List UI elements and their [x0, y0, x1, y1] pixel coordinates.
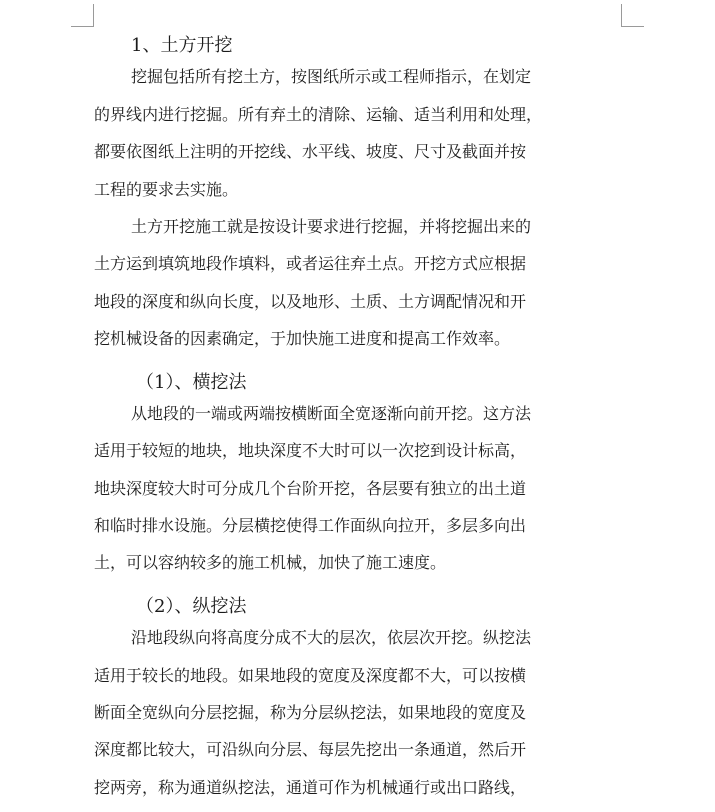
- paragraph-line: 挖机械设备的因素确定，于加快施工进度和提高工作效率。: [94, 329, 511, 349]
- paragraph-line: 断面全宽纵向分层挖掘，称为分层纵挖法，如果地段的宽度及: [94, 703, 527, 723]
- paragraph-line: 挖两旁，称为通道纵挖法，通道可作为机械通行或出口路线，: [94, 777, 527, 797]
- paragraph-line: 土，可以容纳较多的施工机械，加快了施工速度。: [94, 553, 447, 573]
- paragraph-line: 工程的要求去实施。: [94, 179, 239, 199]
- paragraph-3: [94, 401, 624, 588]
- paragraph-line: 土方运到填筑地段作填料，或者运往弃土点。开挖方式应根据: [94, 254, 527, 274]
- paragraph-line: 都要依图纸上注明的开挖线、水平线、坡度、尺寸及截面并按: [94, 142, 527, 162]
- paragraph-line: 的界线内进行挖掘。所有弃土的清除、运输、适当利用和处理，: [94, 104, 543, 124]
- paragraph-line: 沿地段纵向将高度分成不大的层次，依层次开挖。纵挖法: [131, 628, 532, 648]
- paragraph-line: 地块深度较大时可分成几个台阶开挖，各层要有独立的出土道: [94, 478, 527, 498]
- subsection-heading: （2）、纵挖法: [136, 595, 247, 617]
- paragraph-4: [94, 625, 624, 812]
- paragraph-line: 和临时排水设施。分层横挖使得工作面纵向拉开，多层多向出: [94, 516, 527, 536]
- paragraph-line: 土方开挖施工就是按设计要求进行挖掘，并将挖掘出来的: [131, 216, 532, 236]
- paragraph-line: 挖掘包括所有挖土方，按图纸所示或工程师指示，在划定: [131, 67, 532, 87]
- paragraph-line: 适用于较短的地块，地块深度不大时可以一次挖到设计标高，: [94, 441, 527, 461]
- section-heading: 1、土方开挖: [131, 35, 233, 56]
- margin-corner-mark-top-left: [71, 4, 94, 27]
- document-body: [94, 27, 624, 812]
- paragraph-line: 适用于较长的地段。如果地段的宽度及深度都不大，可以按横: [94, 665, 527, 685]
- subsection-heading: （1）、横挖法: [136, 371, 247, 393]
- paragraph-line: 地段的深度和纵向长度，以及地形、土质、土方调配情况和开: [94, 291, 527, 311]
- paragraph-2: [94, 214, 624, 364]
- paragraph-line: 从地段的一端或两端按横断面全宽逐渐向前开挖。这方法: [131, 403, 532, 423]
- paragraph-line: 深度都比较大，可沿纵向分层、每层先挖出一条通道，然后开: [94, 740, 527, 760]
- paragraph-1: [94, 64, 624, 214]
- margin-corner-mark-top-right: [621, 4, 644, 27]
